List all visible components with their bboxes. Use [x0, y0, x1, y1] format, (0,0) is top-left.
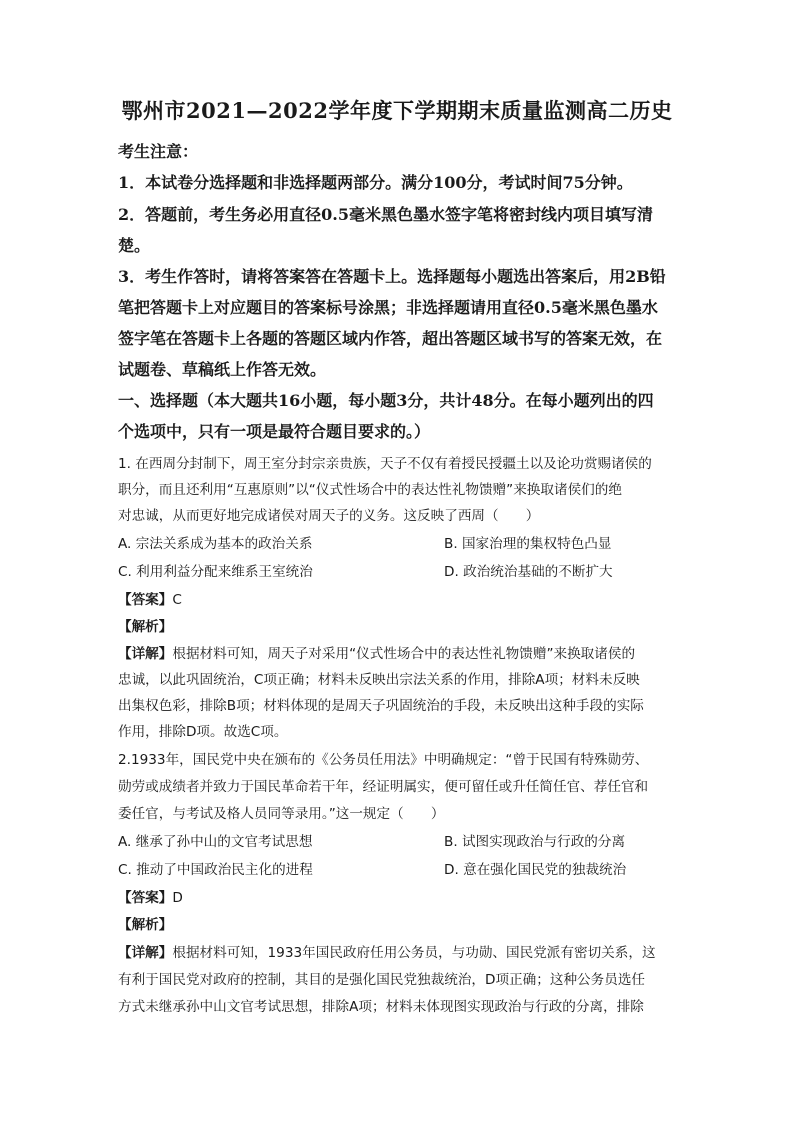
q2-analysis-label — [118, 913, 678, 933]
question-2-stem: 委任官，与考试及格人员同等录用。”这一规定（ ） — [118, 806, 445, 822]
detail-label: 【详解】 — [118, 646, 173, 662]
detail-text: 根据材料可知，周天子对采用“仪式性场合中的表达性礼物馈赠”来换取诸侯的 — [172, 646, 636, 662]
question-2-stem: 勋劳或成绩者并致力于国民革命若干年，经证明属实，便可留任或升任简任官、荐任官和 — [118, 779, 649, 795]
notice-line: 笔把答题卡上对应题目的答案标号涂黑；非选择题请用直径0.5毫米黑色墨水 — [118, 298, 658, 317]
question-2-stem: 2.1933年，国民党中央在颁布的《公务员任用法》中明确规定：“曾于民国有特殊勋劳、 — [118, 752, 649, 768]
q2-option-a: A. 继承了孙中山的文官考试思想 — [118, 834, 313, 850]
notice-line: 签字笔在答题卡上各题的答题区域内作答，超出答题区域书写的答案无效，在 — [118, 329, 663, 348]
q1-option-c: C. 利用利益分配来维系王室统治 — [118, 564, 313, 580]
q1-detail — [118, 642, 678, 662]
notice-line: 试题卷、草稿纸上作答无效。 — [118, 360, 327, 379]
section-heading: 个选项中，只有一项是最符合题目要求的。） — [118, 422, 431, 441]
notice-heading: 考生注意： — [118, 142, 199, 161]
q1-detail: 出集权色彩，排除B项；材料体现的是周天子巩固统治的手段，未反映出这种手段的实际 — [118, 698, 644, 714]
q1-detail: 作用，排除D项。故选C项。 — [118, 724, 288, 740]
q1-option-d: D. 政治统治基础的不断扩大 — [444, 564, 613, 580]
q1-option-a: A. 宗法关系成为基本的政治关系 — [118, 536, 313, 552]
answer-label: 【答案】 — [118, 890, 173, 906]
notice-line: 3．考生作答时，请将答案答在答题卡上。选择题每小题选出答案后，用2B铅 — [118, 267, 666, 286]
q2-answer — [118, 886, 678, 906]
answer-value: D — [172, 890, 183, 906]
notice-line: 1．本试卷分选择题和非选择题两部分。满分100分，考试时间75分钟。 — [118, 173, 633, 192]
analysis-label: 【解析】 — [118, 619, 173, 635]
answer-value: C — [172, 592, 182, 608]
q2-option-b: B. 试图实现政治与行政的分离 — [444, 834, 626, 850]
q1-analysis-label — [118, 615, 678, 635]
q2-detail — [118, 941, 678, 961]
page-title: 鄂州市2021—2022学年度下学期期末质量监测高二历史 — [121, 98, 673, 123]
notice-line: 2．答题前，考生务必用直径0.5毫米黑色墨水签字笔将密封线内项目填写清 — [118, 205, 653, 224]
q2-detail: 有利于国民党对政府的控制，其目的是强化国民党独裁统治，D项正确；这种公务员选任 — [118, 972, 646, 988]
q2-option-c: C. 推动了中国政治民主化的进程 — [118, 862, 313, 878]
q1-detail: 忠诚，以此巩固统治，C项正确；材料未反映出宗法关系的作用，排除A项；材料未反映 — [118, 672, 640, 688]
q2-option-d: D. 意在强化国民党的独裁统治 — [444, 862, 627, 878]
answer-label: 【答案】 — [118, 592, 173, 608]
q1-answer — [118, 588, 678, 608]
notice-line: 楚。 — [118, 236, 151, 255]
question-1-stem: 职分，而且还利用“互惠原则”以“仪式性场合中的表达性礼物馈赠”来换取诸侯们的绝 — [118, 482, 622, 498]
q1-option-b: B. 国家治理的集权特色凸显 — [444, 536, 612, 552]
section-heading: 一、选择题（本大题共16小题，每小题3分，共计48分。在每小题列出的四 — [118, 391, 654, 410]
detail-label: 【详解】 — [118, 945, 173, 961]
q2-detail: 方式未继承孙中山文官考试思想，排除A项；材料未体现图实现政治与行政的分离，排除 — [118, 999, 644, 1015]
analysis-label: 【解析】 — [118, 917, 173, 933]
question-1-stem: 对忠诚，从而更好地完成诸侯对周天子的义务。这反映了西周（ ） — [118, 508, 540, 524]
detail-text: 根据材料可知，1933年国民政府任用公务员，与功勋、国民党派有密切关系，这 — [172, 945, 656, 961]
question-1-stem: 1. 在西周分封制下，周王室分封宗亲贵族，天子不仅有着授民授疆土以及论功赏赐诸侯的 — [118, 456, 652, 472]
